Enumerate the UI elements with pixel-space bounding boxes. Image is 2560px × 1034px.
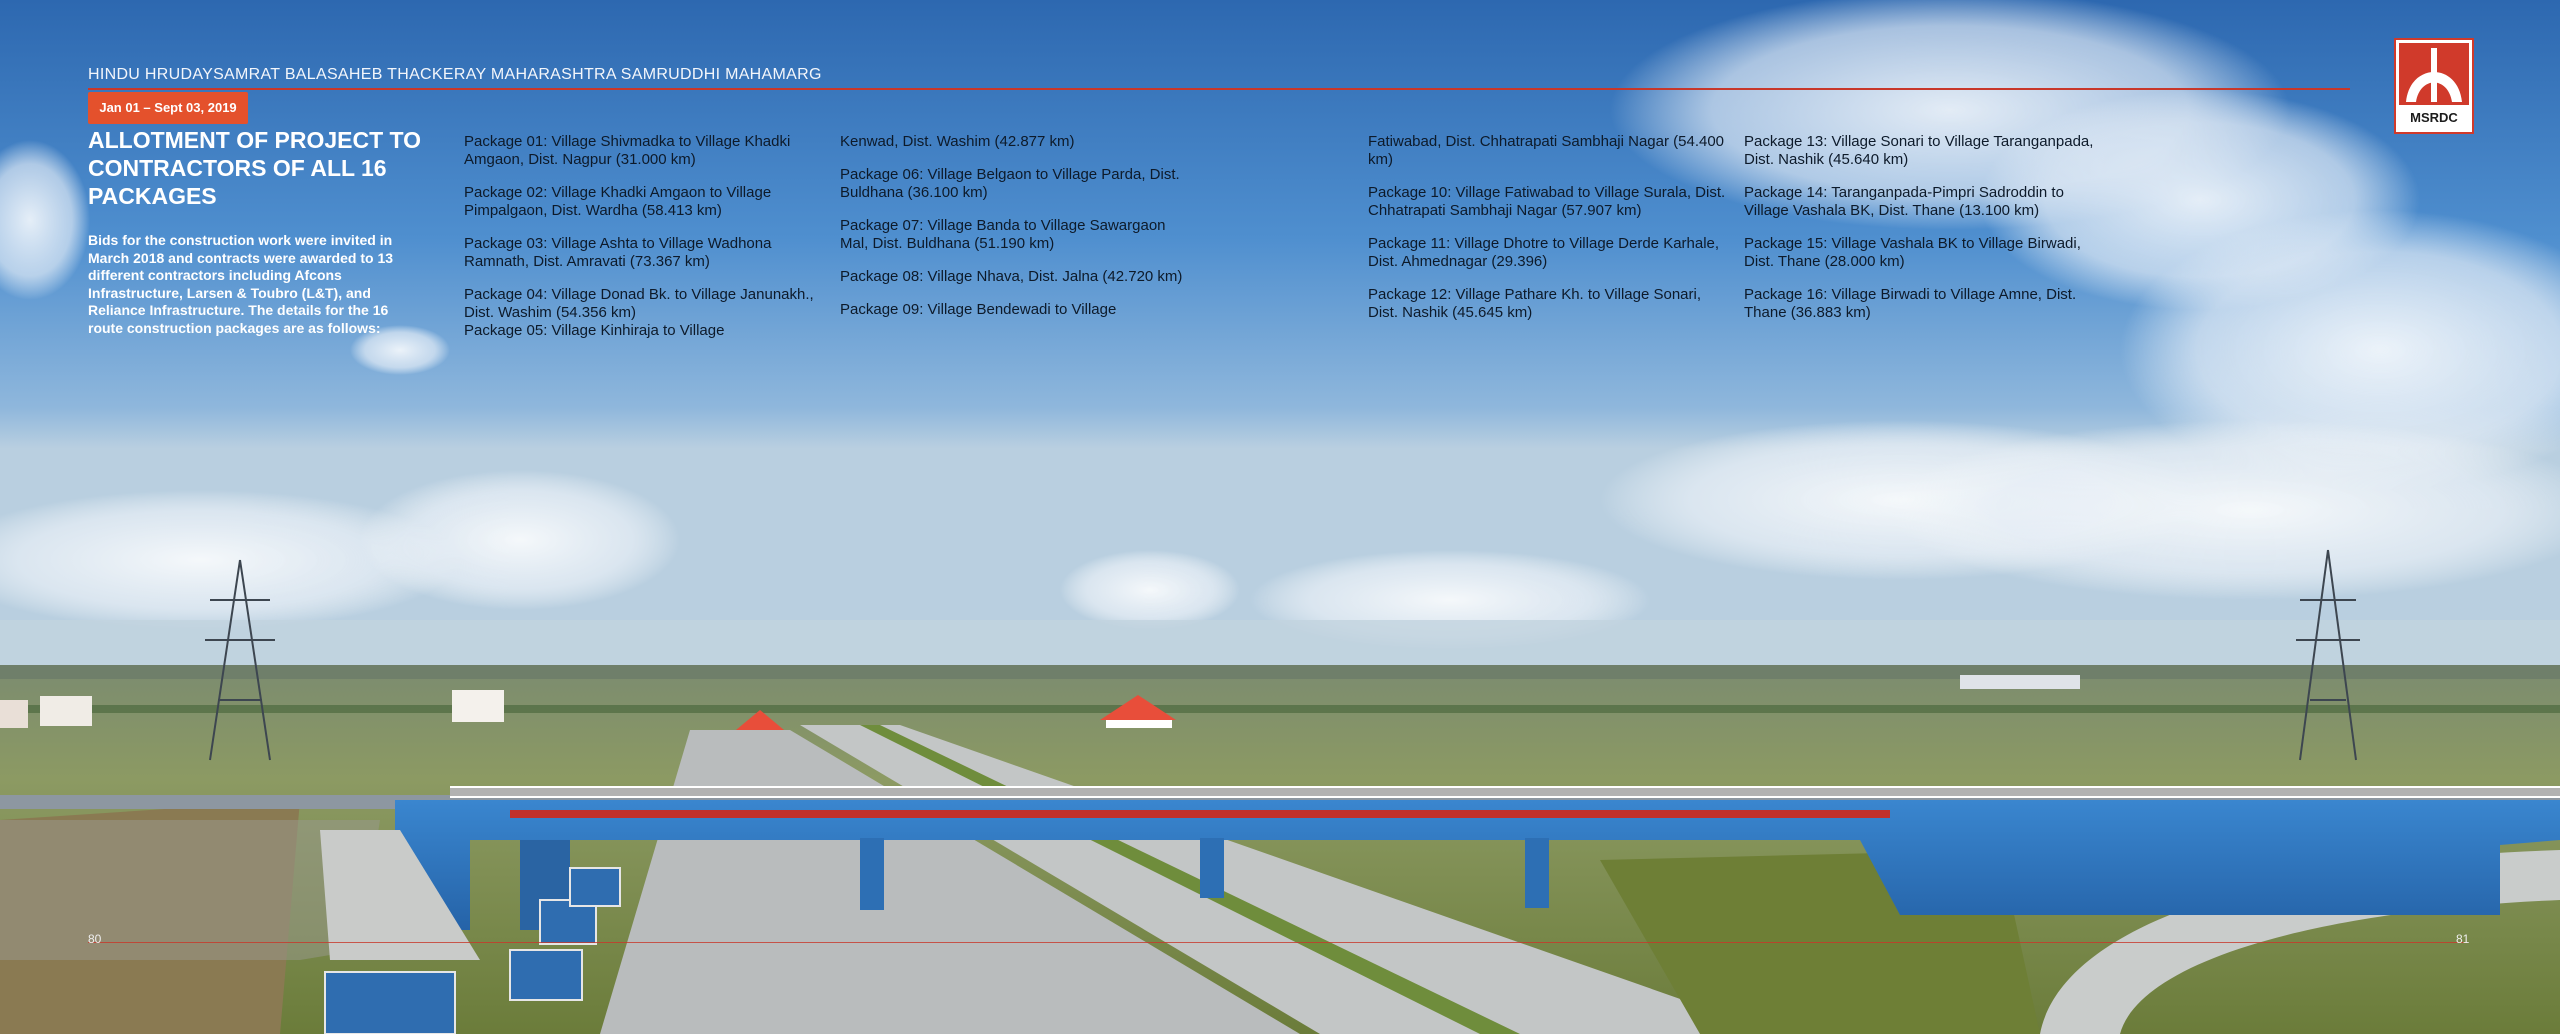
package-text: Fatiwabad, Dist. Chhatrapati Sambhaji Nagar (54.400 km)	[1368, 133, 1725, 168]
package-text: Package 09: Village Bendewadi to Village	[840, 301, 1117, 318]
package-text: Package 14: Taranganpada-Pimpri Sadroddin to Village Vashala BK, Dist. Thane (13.100 km)	[1744, 184, 2064, 219]
package-text: Package 01: Village Shivmadka to Village Khadki Amgaon, Dist. Nagpur (31.000 km)	[464, 133, 791, 168]
package-text: Package 03: Village Ashta to Village Wadhona Ramnath, Dist. Amravati (73.367 km)	[464, 235, 772, 270]
package-text: Package 16: Village Birwadi to Village Amne, Dist. Thane (36.883 km)	[1744, 286, 2077, 321]
section-intro: Bids for the construction work were invited in March 2018 and contracts were awarded to 13 different contractors including Afcons Infrastructure, Larsen & Toubro (L&T), and Reliance Infrastructure. The details for the 16 route construction packages are as follows:	[88, 232, 394, 336]
msrdc-logo	[2394, 38, 2474, 134]
package-text: Package 10: Village Fatiwabad to Village Surala, Dist. Chhatrapati Sambhaji Nagar (57.907 km)	[1368, 184, 1726, 219]
packages-column-2	[840, 133, 1198, 334]
package-text: Package 02: Village Khadki Amgaon to Village Pimpalgaon, Dist. Wardha (58.413 km)	[464, 184, 772, 219]
package-text: Package 06: Village Belgaon to Village Parda, Dist. Buldhana (36.100 km)	[840, 166, 1180, 201]
document-header-title: HINDU HRUDAYSAMRAT BALASAHEB THACKERAY MAHARASHTRA SAMRUDDHI MAHAMARG	[88, 66, 822, 83]
logo-label: MSRDC	[2410, 110, 2458, 125]
package-text: Package 11: Village Dhotre to Village Derde Karhale, Dist. Ahmednagar (29.396)	[1368, 235, 1720, 270]
packages-column-1	[464, 133, 822, 340]
packages-column-4	[1744, 133, 2102, 337]
page-number-right: 81	[2456, 932, 2470, 946]
package-text: Package 13: Village Sonari to Village Taranganpada, Dist. Nashik (45.640 km)	[1744, 133, 2094, 168]
page-number-left: 80	[88, 932, 102, 946]
package-text: Package 04: Village Donad Bk. to Village Janunakh., Dist. Washim (54.356 km)	[464, 286, 814, 321]
packages-column-3	[1368, 133, 1726, 337]
msrdc-logo-icon	[2396, 40, 2472, 110]
package-text: Package 07: Village Banda to Village Sawargaon Mal, Dist. Buldhana (51.190 km)	[840, 217, 1166, 252]
header-divider	[88, 88, 2350, 90]
package-text: Kenwad, Dist. Washim (42.877 km)	[840, 133, 1075, 150]
package-text: Package 12: Village Pathare Kh. to Village Sonari, Dist. Nashik (45.645 km)	[1368, 286, 1702, 321]
package-text: Package 05: Village Kinhiraja to Village	[464, 322, 725, 339]
package-text: Package 08: Village Nhava, Dist. Jalna (42.720 km)	[840, 268, 1183, 285]
date-badge: Jan 01 – Sept 03, 2019	[88, 92, 248, 124]
section-heading: ALLOTMENT OF PROJECT TO CONTRACTORS OF ALL 16 PACKAGES	[88, 127, 422, 209]
package-text: Package 15: Village Vashala BK to Village Birwadi, Dist. Thane (28.000 km)	[1744, 235, 2081, 270]
